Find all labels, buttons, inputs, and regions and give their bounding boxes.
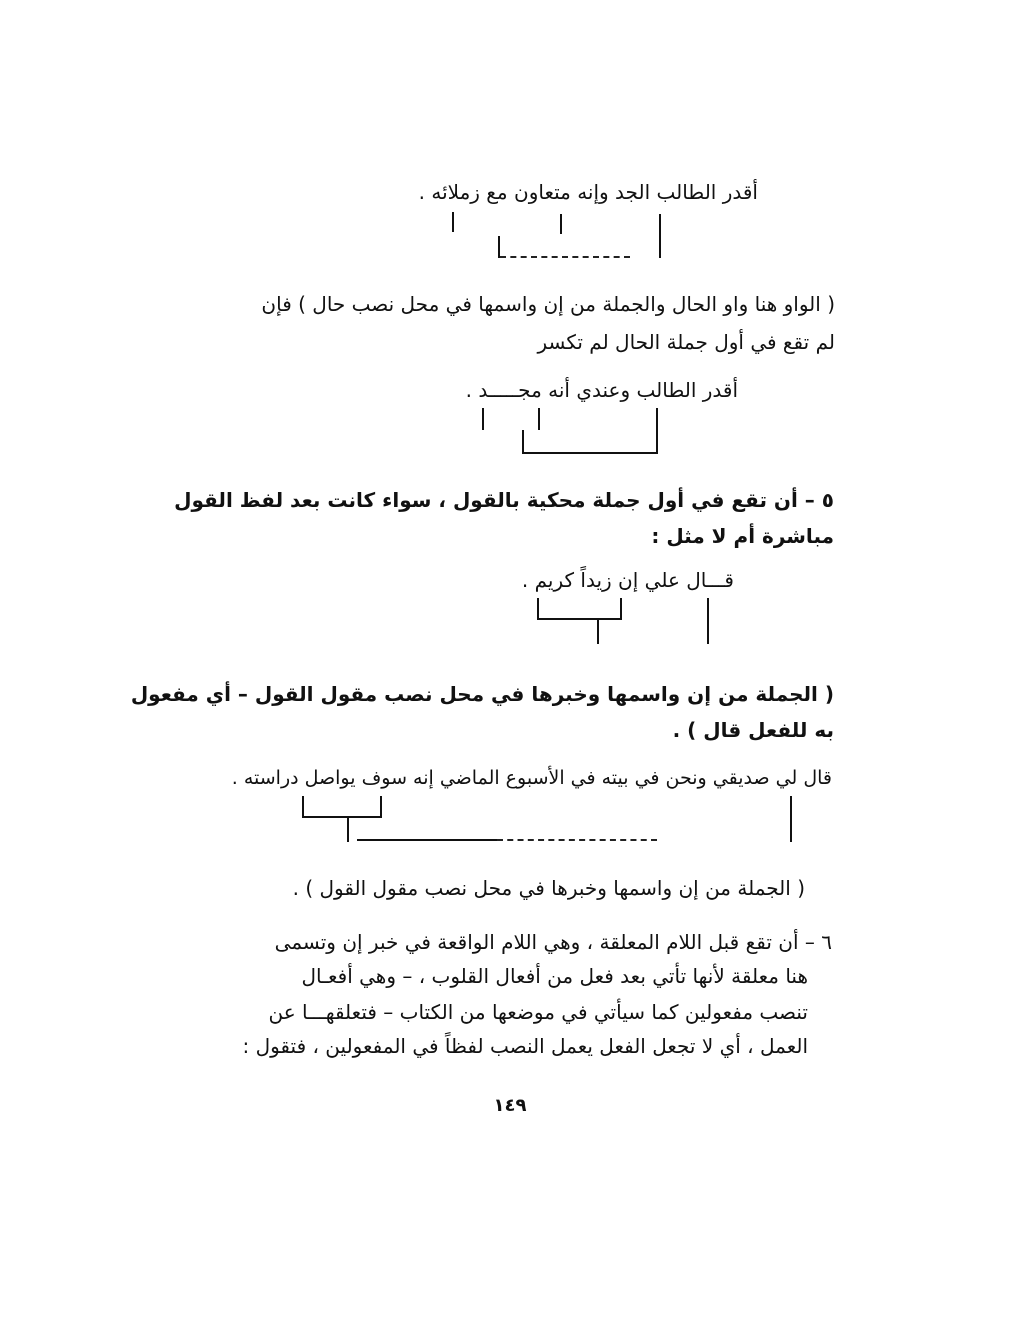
diagram-2-connector bbox=[522, 452, 658, 454]
example-sentence-4: قال لي صديقي ونحن في بيته في الأسبوع الماضي إنه سوف يواصل دراسته . bbox=[231, 767, 832, 789]
diagram-4-connector bbox=[302, 816, 382, 818]
diagram-3-connector bbox=[537, 618, 622, 620]
example-sentence-3: قـــال علي إن زيداً كريم . bbox=[521, 568, 734, 592]
diagram-3-bracket bbox=[620, 598, 622, 620]
diagram-3-bracket bbox=[597, 620, 599, 644]
diagram-2-bracket bbox=[522, 430, 524, 454]
diagram-2-bracket bbox=[482, 408, 484, 430]
example-sentence-2: أقدر الطالب وعندي أنه مجـــــد . bbox=[465, 378, 738, 402]
diagram-1-bracket bbox=[560, 214, 562, 234]
page-number: ١٤٩ bbox=[493, 1095, 527, 1116]
diagram-4-bracket bbox=[347, 818, 349, 842]
diagram-3-bracket bbox=[707, 598, 709, 644]
paragraph-5-line-4: العمل ، أي لا تجعل الفعل يعمل النصب لفظاً في المفعولين ، فتقول : bbox=[242, 1034, 808, 1058]
paragraph-5-line-3: تنصب مفعولين كما سيأتي في موضعها من الكتاب – فتعلقهـــا عن bbox=[268, 1000, 808, 1024]
diagram-4-bracket bbox=[380, 796, 382, 818]
paragraph-5-line-1: ٦ – أن تقع قبل اللام المعلقة ، وهي اللام الواقعة في خبر إن وتسمى bbox=[274, 930, 832, 954]
paragraph-2-line-2: مباشرة أم لا مثل : bbox=[651, 524, 834, 548]
paragraph-1-line-2: لم تقع في أول جملة الحال لم تكسر bbox=[537, 330, 835, 354]
diagram-4-connector bbox=[497, 839, 657, 841]
diagram-1-bracket bbox=[659, 214, 661, 258]
diagram-1-connector bbox=[500, 256, 630, 258]
diagram-2-bracket bbox=[538, 408, 540, 430]
diagram-4-connector bbox=[357, 839, 497, 841]
diagram-4-bracket bbox=[302, 796, 304, 818]
diagram-2-bracket bbox=[656, 408, 658, 454]
paragraph-4-line-1: ( الجملة من إن واسمها وخبرها في محل نصب مقول القول ) . bbox=[292, 876, 805, 900]
example-sentence-1: أقدر الطالب الجد وإنه متعاون مع زملائه . bbox=[418, 180, 758, 204]
diagram-1-bracket bbox=[452, 212, 454, 232]
diagram-4-bracket bbox=[790, 796, 792, 842]
paragraph-3-line-2: به للفعل قال ) . bbox=[672, 718, 834, 742]
paragraph-3-line-1: ( الجملة من إن واسمها وخبرها في محل نصب مقول القول – أي مفعول bbox=[130, 682, 834, 706]
diagram-1-bracket bbox=[498, 236, 500, 258]
diagram-3-bracket bbox=[537, 598, 539, 620]
paragraph-5-line-2: هنا معلقة لأنها تأتي بعد فعل من أفعال القلوب ، – وهي أفعـال bbox=[301, 964, 808, 988]
paragraph-2-line-1: ٥ – أن تقع في أول جملة محكية بالقول ، سواء كانت بعد لفظ القول bbox=[174, 488, 834, 512]
paragraph-1-line-1: ( الواو هنا واو الحال والجملة من إن واسمها في محل نصب حال ) فإن bbox=[261, 292, 835, 316]
